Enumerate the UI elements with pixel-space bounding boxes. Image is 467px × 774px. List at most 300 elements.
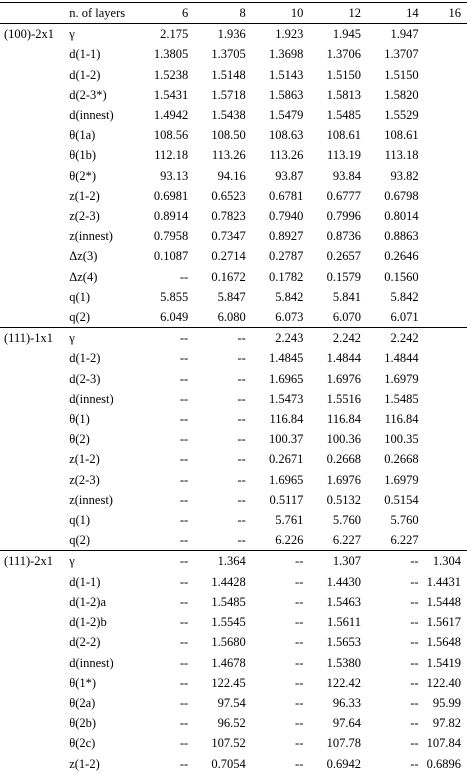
value-cell: 1.4430 xyxy=(326,574,361,589)
section-label: (111)-2x1 xyxy=(0,551,69,572)
table-body xyxy=(0,3,467,774)
table-row xyxy=(0,530,467,551)
value-cell: 1.5380 xyxy=(326,655,361,670)
value-cell: 0.8914 xyxy=(153,209,189,224)
value-cell: 0.1579 xyxy=(326,269,361,284)
value-cell: 1.5516 xyxy=(326,391,361,406)
value-cell: 0.8927 xyxy=(269,229,304,244)
value-cell xyxy=(425,369,467,389)
section-label-empty xyxy=(0,653,69,673)
table-row xyxy=(0,307,467,328)
parameter-label: d(innest) xyxy=(69,108,114,123)
value-cell: -- xyxy=(179,412,189,427)
value-cell: 0.7823 xyxy=(211,209,246,224)
value-cell: 1.4431 xyxy=(426,574,461,589)
value-cell xyxy=(425,186,467,206)
value-cell: -- xyxy=(410,736,419,751)
table-row xyxy=(0,328,467,349)
value-cell: 1.6965 xyxy=(269,371,304,386)
section-label-empty xyxy=(0,429,69,449)
value-cell: 6.080 xyxy=(217,310,246,325)
value-cell: -- xyxy=(143,551,194,572)
section-label-empty xyxy=(0,206,69,226)
section-label-empty xyxy=(0,369,69,389)
section-label-empty xyxy=(0,490,69,510)
parameter-label: d(2-2) xyxy=(69,635,101,650)
value-cell: -- xyxy=(194,328,252,349)
value-cell: 0.7054 xyxy=(211,756,246,771)
section-label-empty xyxy=(0,592,69,612)
value-cell: 1.5653 xyxy=(326,635,361,650)
value-cell: 5.847 xyxy=(217,289,246,304)
value-cell: 1.5813 xyxy=(326,87,361,102)
value-cell: 116.84 xyxy=(327,412,361,427)
value-cell: -- xyxy=(237,452,246,467)
table-row xyxy=(0,409,467,429)
value-cell: 93.82 xyxy=(390,168,419,183)
value-cell: -- xyxy=(179,594,189,609)
value-cell: -- xyxy=(179,432,189,447)
value-cell: 1.4678 xyxy=(211,655,246,670)
value-cell: -- xyxy=(410,695,419,710)
value-cell xyxy=(425,85,467,105)
value-cell: 0.2668 xyxy=(384,452,419,467)
value-cell: 0.7958 xyxy=(153,229,189,244)
section-label-empty xyxy=(0,44,69,64)
table-row xyxy=(0,733,467,753)
value-cell xyxy=(425,409,467,429)
value-cell: -- xyxy=(295,695,304,710)
value-cell: 6.227 xyxy=(332,533,361,548)
header-row xyxy=(0,3,467,24)
section-label-empty xyxy=(0,226,69,246)
value-cell: 1.923 xyxy=(252,24,310,45)
parameter-label: q(1) xyxy=(69,513,91,528)
parameter-label: d(1-2)b xyxy=(69,615,107,630)
value-cell: 0.5132 xyxy=(326,492,361,507)
value-cell: 6.049 xyxy=(160,310,189,325)
section-label-empty xyxy=(0,125,69,145)
value-cell: 107.84 xyxy=(426,736,461,751)
table-row xyxy=(0,713,467,733)
value-cell: 1.4942 xyxy=(153,108,189,123)
value-cell: 1.6979 xyxy=(384,472,419,487)
value-cell: 1.5150 xyxy=(384,67,419,82)
header-layers-6: 6 xyxy=(143,3,194,24)
header-layers-14: 14 xyxy=(367,3,425,24)
parameter-label: d(2-3*) xyxy=(69,87,107,102)
value-cell: -- xyxy=(295,716,304,731)
value-cell xyxy=(425,328,467,349)
value-cell: 1.5150 xyxy=(326,67,361,82)
parameter-label: z(1-2) xyxy=(69,756,100,771)
value-cell: 0.7996 xyxy=(326,209,361,224)
parameter-label: z(innest) xyxy=(69,229,113,244)
value-cell: 5.842 xyxy=(275,289,304,304)
value-cell: 5.842 xyxy=(390,289,419,304)
value-cell: -- xyxy=(237,492,246,507)
section-label-empty xyxy=(0,105,69,125)
value-cell: 1.364 xyxy=(194,551,252,572)
parameter-label: d(1-1) xyxy=(69,47,101,62)
value-cell: 107.78 xyxy=(326,736,361,751)
section-label-empty xyxy=(0,267,69,287)
section-label-empty xyxy=(0,470,69,490)
value-cell: 116.84 xyxy=(384,412,419,427)
table-row xyxy=(0,166,467,186)
value-cell: -- xyxy=(410,756,419,771)
value-cell: -- xyxy=(410,716,419,731)
table-row xyxy=(0,490,467,510)
value-cell: -- xyxy=(237,472,246,487)
value-cell: -- xyxy=(295,736,304,751)
value-cell: 0.2714 xyxy=(211,249,246,264)
value-cell xyxy=(425,145,467,165)
value-cell: 100.37 xyxy=(269,432,304,447)
parameter-label: θ(2*) xyxy=(69,168,97,183)
value-cell: -- xyxy=(410,594,419,609)
section-label-empty xyxy=(0,510,69,530)
value-cell: 1.304 xyxy=(425,551,467,572)
value-cell: 5.841 xyxy=(332,289,361,304)
value-cell: -- xyxy=(179,574,189,589)
value-cell: -- xyxy=(237,351,246,366)
value-cell: 0.7940 xyxy=(269,209,304,224)
value-cell: 1.307 xyxy=(309,551,367,572)
value-cell xyxy=(425,510,467,530)
value-cell: 1.6965 xyxy=(269,472,304,487)
value-cell: 107.52 xyxy=(211,736,246,751)
parameter-label: d(1-1) xyxy=(69,574,101,589)
value-cell: -- xyxy=(179,756,189,771)
value-cell: 1.5479 xyxy=(269,108,304,123)
value-cell: 1.947 xyxy=(367,24,425,45)
value-cell xyxy=(425,287,467,307)
section-label-empty xyxy=(0,287,69,307)
value-cell: -- xyxy=(179,351,189,366)
header-layers-8: 8 xyxy=(194,3,252,24)
parameter-label: q(1) xyxy=(69,289,91,304)
value-cell: -- xyxy=(179,615,189,630)
value-cell: -- xyxy=(179,472,189,487)
value-cell: -- xyxy=(410,675,419,690)
value-cell: 0.2668 xyxy=(326,452,361,467)
value-cell: 116.84 xyxy=(269,412,304,427)
value-cell: 0.6523 xyxy=(211,188,246,203)
table-row xyxy=(0,105,467,125)
value-cell: -- xyxy=(367,551,425,572)
table-row xyxy=(0,673,467,693)
value-cell xyxy=(425,65,467,85)
section-label-empty xyxy=(0,307,69,328)
value-cell: -- xyxy=(410,655,419,670)
value-cell: -- xyxy=(295,615,304,630)
parameter-label: d(innest) xyxy=(69,655,114,670)
table-row xyxy=(0,612,467,632)
section-label-empty xyxy=(0,713,69,733)
table-row xyxy=(0,348,467,368)
section-label-empty xyxy=(0,612,69,632)
value-cell: 1.5448 xyxy=(426,594,461,609)
value-cell: 1.5473 xyxy=(269,391,304,406)
value-cell: 1.4428 xyxy=(211,574,246,589)
value-cell xyxy=(425,449,467,469)
value-cell: 93.84 xyxy=(332,168,361,183)
table-row xyxy=(0,287,467,307)
table-row xyxy=(0,206,467,226)
parameter-label: θ(2a) xyxy=(69,695,96,710)
value-cell: 108.50 xyxy=(211,128,246,143)
parameter-label: θ(2c) xyxy=(69,736,96,751)
section-label-empty xyxy=(0,348,69,368)
header-layers-16: 16 xyxy=(425,3,467,24)
parameter-label: z(1-2) xyxy=(69,188,100,203)
table-row xyxy=(0,85,467,105)
section-label-empty xyxy=(0,530,69,551)
value-cell: 1.3707 xyxy=(384,47,419,62)
table-row xyxy=(0,389,467,409)
value-cell xyxy=(425,206,467,226)
value-cell: 100.35 xyxy=(384,432,419,447)
table-row xyxy=(0,246,467,266)
value-cell: -- xyxy=(179,695,189,710)
parameter-label: θ(2) xyxy=(69,432,90,447)
value-cell: 1.936 xyxy=(194,24,252,45)
table-row xyxy=(0,429,467,449)
section-label-empty xyxy=(0,246,69,266)
section-label-empty xyxy=(0,186,69,206)
parameter-label: q(2) xyxy=(69,310,91,325)
parameter-label: q(2) xyxy=(69,533,91,548)
value-cell: 97.64 xyxy=(332,716,361,731)
header-layers-12: 12 xyxy=(309,3,367,24)
value-cell xyxy=(425,530,467,551)
section-label-empty xyxy=(0,572,69,592)
section-label-empty xyxy=(0,733,69,753)
layers-table xyxy=(0,2,467,774)
value-cell: 0.5117 xyxy=(269,492,304,507)
parameter-label: d(1-2)a xyxy=(69,594,107,609)
value-cell: 1.5485 xyxy=(211,594,246,609)
value-cell xyxy=(425,470,467,490)
value-cell: -- xyxy=(410,615,419,630)
value-cell: 1.3705 xyxy=(211,47,246,62)
value-cell: -- xyxy=(237,412,246,427)
value-cell: -- xyxy=(410,574,419,589)
value-cell: -- xyxy=(295,655,304,670)
header-label: n. of layers xyxy=(69,3,143,24)
value-cell: -- xyxy=(410,635,419,650)
value-cell: 113.18 xyxy=(384,148,419,163)
value-cell: 0.7347 xyxy=(211,229,246,244)
value-cell: -- xyxy=(252,551,310,572)
value-cell: -- xyxy=(237,513,246,528)
parameter-label: Δz(3) xyxy=(69,249,98,264)
value-cell: -- xyxy=(295,574,304,589)
value-cell: 0.8863 xyxy=(384,229,419,244)
value-cell: -- xyxy=(179,655,189,670)
value-cell: 112.18 xyxy=(154,148,189,163)
value-cell: 122.40 xyxy=(426,675,461,690)
value-cell: 113.26 xyxy=(211,148,246,163)
value-cell: 1.5438 xyxy=(211,108,246,123)
value-cell: 5.760 xyxy=(332,513,361,528)
parameter-label: Δz(4) xyxy=(69,269,98,284)
parameter-label: θ(2b) xyxy=(69,716,97,731)
value-cell: -- xyxy=(179,675,189,690)
value-cell: 113.26 xyxy=(269,148,304,163)
parameter-label: θ(1*) xyxy=(69,675,97,690)
value-cell: 100.36 xyxy=(326,432,361,447)
parameter-label: z(2-3) xyxy=(69,472,100,487)
value-cell: 97.82 xyxy=(432,716,461,731)
value-cell: -- xyxy=(179,635,189,650)
value-cell: -- xyxy=(143,328,194,349)
table-row xyxy=(0,754,467,774)
table-row xyxy=(0,267,467,287)
section-label-empty xyxy=(0,632,69,652)
value-cell: 0.1087 xyxy=(153,249,189,264)
value-cell: 108.61 xyxy=(326,128,361,143)
table-row xyxy=(0,65,467,85)
value-cell: 5.760 xyxy=(390,513,419,528)
section-label-empty xyxy=(0,145,69,165)
value-cell: -- xyxy=(179,716,189,731)
parameter-label: d(1-2) xyxy=(69,67,101,82)
table-row xyxy=(0,369,467,389)
value-cell xyxy=(425,44,467,64)
value-cell: -- xyxy=(179,452,189,467)
value-cell: 6.227 xyxy=(390,533,419,548)
value-cell: 1.3698 xyxy=(269,47,304,62)
value-cell: -- xyxy=(237,371,246,386)
value-cell: -- xyxy=(179,269,189,284)
value-cell: 2.242 xyxy=(309,328,367,349)
value-cell: 1.5485 xyxy=(384,391,419,406)
value-cell: 97.54 xyxy=(217,695,246,710)
table-row xyxy=(0,470,467,490)
value-cell: 0.5154 xyxy=(384,492,419,507)
value-cell: -- xyxy=(179,492,189,507)
value-cell: 96.52 xyxy=(217,716,246,731)
value-cell: 1.6976 xyxy=(326,472,361,487)
value-cell: 93.87 xyxy=(275,168,304,183)
value-cell: 1.4844 xyxy=(326,351,361,366)
value-cell: 0.8014 xyxy=(384,209,419,224)
value-cell: 1.5545 xyxy=(211,615,246,630)
value-cell: 94.16 xyxy=(217,168,246,183)
value-cell: 1.3706 xyxy=(326,47,361,62)
value-cell xyxy=(425,348,467,368)
value-cell: 0.2657 xyxy=(326,249,361,264)
header-layers-10: 10 xyxy=(252,3,310,24)
section-label-empty xyxy=(0,409,69,429)
section-label: (100)-2x1 xyxy=(0,24,69,45)
value-cell: 1.5148 xyxy=(211,67,246,82)
section-label-empty xyxy=(0,389,69,409)
value-cell: 0.2671 xyxy=(269,452,304,467)
parameter-label: z(innest) xyxy=(69,492,113,507)
value-cell xyxy=(425,105,467,125)
value-cell: 1.5617 xyxy=(426,615,461,630)
value-cell: 1.5863 xyxy=(269,87,304,102)
section-label-empty xyxy=(0,166,69,186)
value-cell: 6.073 xyxy=(275,310,304,325)
value-cell: 0.1782 xyxy=(269,269,304,284)
value-cell: -- xyxy=(295,756,304,771)
section-label: (111)-1x1 xyxy=(0,328,69,349)
value-cell xyxy=(425,389,467,409)
value-cell: 96.33 xyxy=(332,695,361,710)
table-row xyxy=(0,632,467,652)
value-cell: -- xyxy=(179,513,189,528)
value-cell: 1.4845 xyxy=(269,351,304,366)
table-row xyxy=(0,145,467,165)
parameter-label: z(2-3) xyxy=(69,209,100,224)
value-cell: 0.1672 xyxy=(211,269,246,284)
value-cell: 95.99 xyxy=(432,695,461,710)
value-cell: -- xyxy=(237,533,246,548)
value-cell: 6.070 xyxy=(332,310,361,325)
table-row xyxy=(0,510,467,530)
value-cell xyxy=(425,24,467,45)
parameter-label: d(innest) xyxy=(69,391,114,406)
parameter-label: θ(1b) xyxy=(69,148,97,163)
value-cell: 1.5463 xyxy=(326,594,361,609)
value-cell: 0.1560 xyxy=(384,269,419,284)
table-row xyxy=(0,125,467,145)
value-cell xyxy=(425,307,467,328)
value-cell: -- xyxy=(237,391,246,406)
table-row xyxy=(0,449,467,469)
section-label-empty xyxy=(0,85,69,105)
value-cell: 93.13 xyxy=(160,168,189,183)
value-cell: 122.42 xyxy=(326,675,361,690)
value-cell: 1.5648 xyxy=(426,635,461,650)
value-cell: 5.855 xyxy=(160,289,189,304)
value-cell: 1.5143 xyxy=(269,67,304,82)
table-row xyxy=(0,226,467,246)
section-label-empty xyxy=(0,673,69,693)
parameter-label: θ(1) xyxy=(69,412,90,427)
table-row xyxy=(0,24,467,45)
value-cell: 2.243 xyxy=(252,328,310,349)
value-cell: 0.2646 xyxy=(384,249,419,264)
value-cell: -- xyxy=(179,371,189,386)
value-cell xyxy=(425,267,467,287)
value-cell: 1.5820 xyxy=(384,87,419,102)
value-cell: 1.5431 xyxy=(153,87,189,102)
parameter-label: θ(1a) xyxy=(69,128,96,143)
value-cell: 1.3805 xyxy=(153,47,189,62)
parameter-label: d(1-2) xyxy=(69,351,101,366)
value-cell: 0.6777 xyxy=(326,188,361,203)
parameter-label: z(1-2) xyxy=(69,452,100,467)
value-cell: 1.5238 xyxy=(153,67,189,82)
section-label-empty xyxy=(0,754,69,774)
value-cell: 0.6896 xyxy=(426,756,461,771)
value-cell: 108.56 xyxy=(153,128,189,143)
value-cell: -- xyxy=(295,635,304,650)
value-cell xyxy=(425,125,467,145)
parameter-label: d(2-3) xyxy=(69,371,101,386)
value-cell: 0.6798 xyxy=(384,188,419,203)
value-cell: -- xyxy=(179,533,189,548)
value-cell: 1.5718 xyxy=(211,87,246,102)
table-row xyxy=(0,551,467,572)
header-empty-cell xyxy=(0,3,69,24)
value-cell: 5.761 xyxy=(275,513,304,528)
